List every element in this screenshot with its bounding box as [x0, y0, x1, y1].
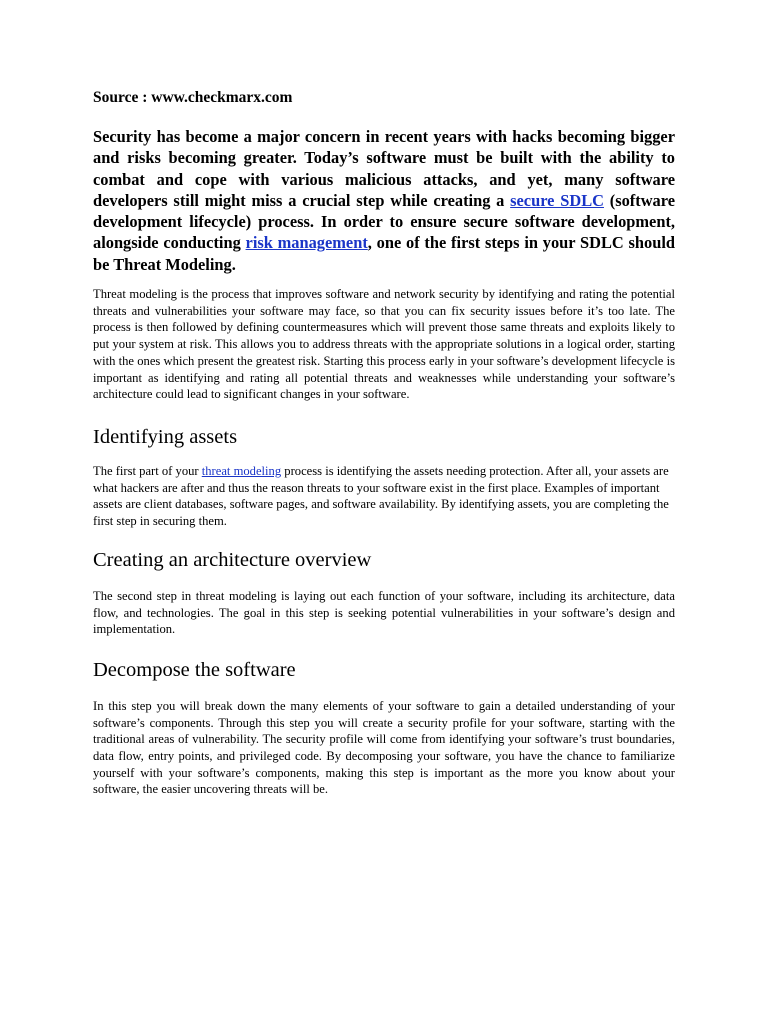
source-line: Source : www.checkmarx.com	[93, 89, 293, 106]
architecture-overview-heading: Creating an architecture overview	[93, 548, 372, 571]
assets-text-1: The first part of your	[93, 464, 202, 478]
identifying-assets-heading: Identifying assets	[93, 426, 238, 448]
assets-text-2: process is identifying the assets needing protection. After all, your assets are what hackers are after and thus the reason threats to your software exist in the first place. Examples of important assets are client databases, software pages, and software availability. By identifying assets, you are completing the first step in securing them.	[93, 464, 669, 529]
risk-management-link[interactable]: risk management	[245, 233, 368, 253]
threat-modeling-paragraph: Threat modeling is the process that improves software and network security by identifying and rating the potential threats and vulnerabilities your software may face, so that you can fix security issues before it’s too late. The process is then followed by defining countermeasures which will prevent those same threats and exploits likely to put your system at risk. This allows you to address threats with the appropriate solutions in a logical order, starting with the ones which present the greatest risk. Starting this process early in your software’s development lifecycle is important as identifying and rating all potential threats and weaknesses while understanding your software’s architecture could lead to significant changes in your software.	[93, 287, 675, 402]
threat-modeling-link[interactable]: threat modeling	[201, 464, 282, 478]
decompose-software-paragraph: In this step you will break down the many elements of your software to gain a detailed understanding of your software’s components. Through this step you will create a security profile for your software, starting with the traditional areas of vulnerability. The security profile will come from identifying your software’s trust boundaries, data flow, entry points, and privileged code. By decomposing your software, you have the chance to familiarize yourself with your software’s components, making this step is important as the more you know about your software, the easier uncovering threats will be.	[93, 698, 675, 797]
intro-paragraph	[93, 126, 675, 275]
document-page	[93, 88, 675, 798]
architecture-overview-paragraph: The second step in threat modeling is laying out each function of your software, including its architecture, data flow, and technologies. The goal in this step is seeking potential vulnerabilities in your software’s design and implementation.	[93, 588, 675, 637]
secure-sdlc-link[interactable]: secure SDLC	[510, 190, 604, 210]
intro-text-1: Security has become a major concern in recent years with hacks becoming bigger and risks becoming greater. Today’s software must be built with the ability to combat and cope with various malicious attacks, and yet, many software developers still might miss a crucial step while creating a	[93, 127, 675, 210]
identifying-assets-paragraph	[93, 463, 675, 530]
intro-text-2: (software development lifecycle) process. In order to ensure secure software development, alongside conducting	[93, 190, 675, 253]
decompose-software-heading: Decompose the software	[93, 658, 296, 681]
intro-text-3: , one of the first steps in your SDLC should be Threat Modeling.	[93, 233, 675, 274]
